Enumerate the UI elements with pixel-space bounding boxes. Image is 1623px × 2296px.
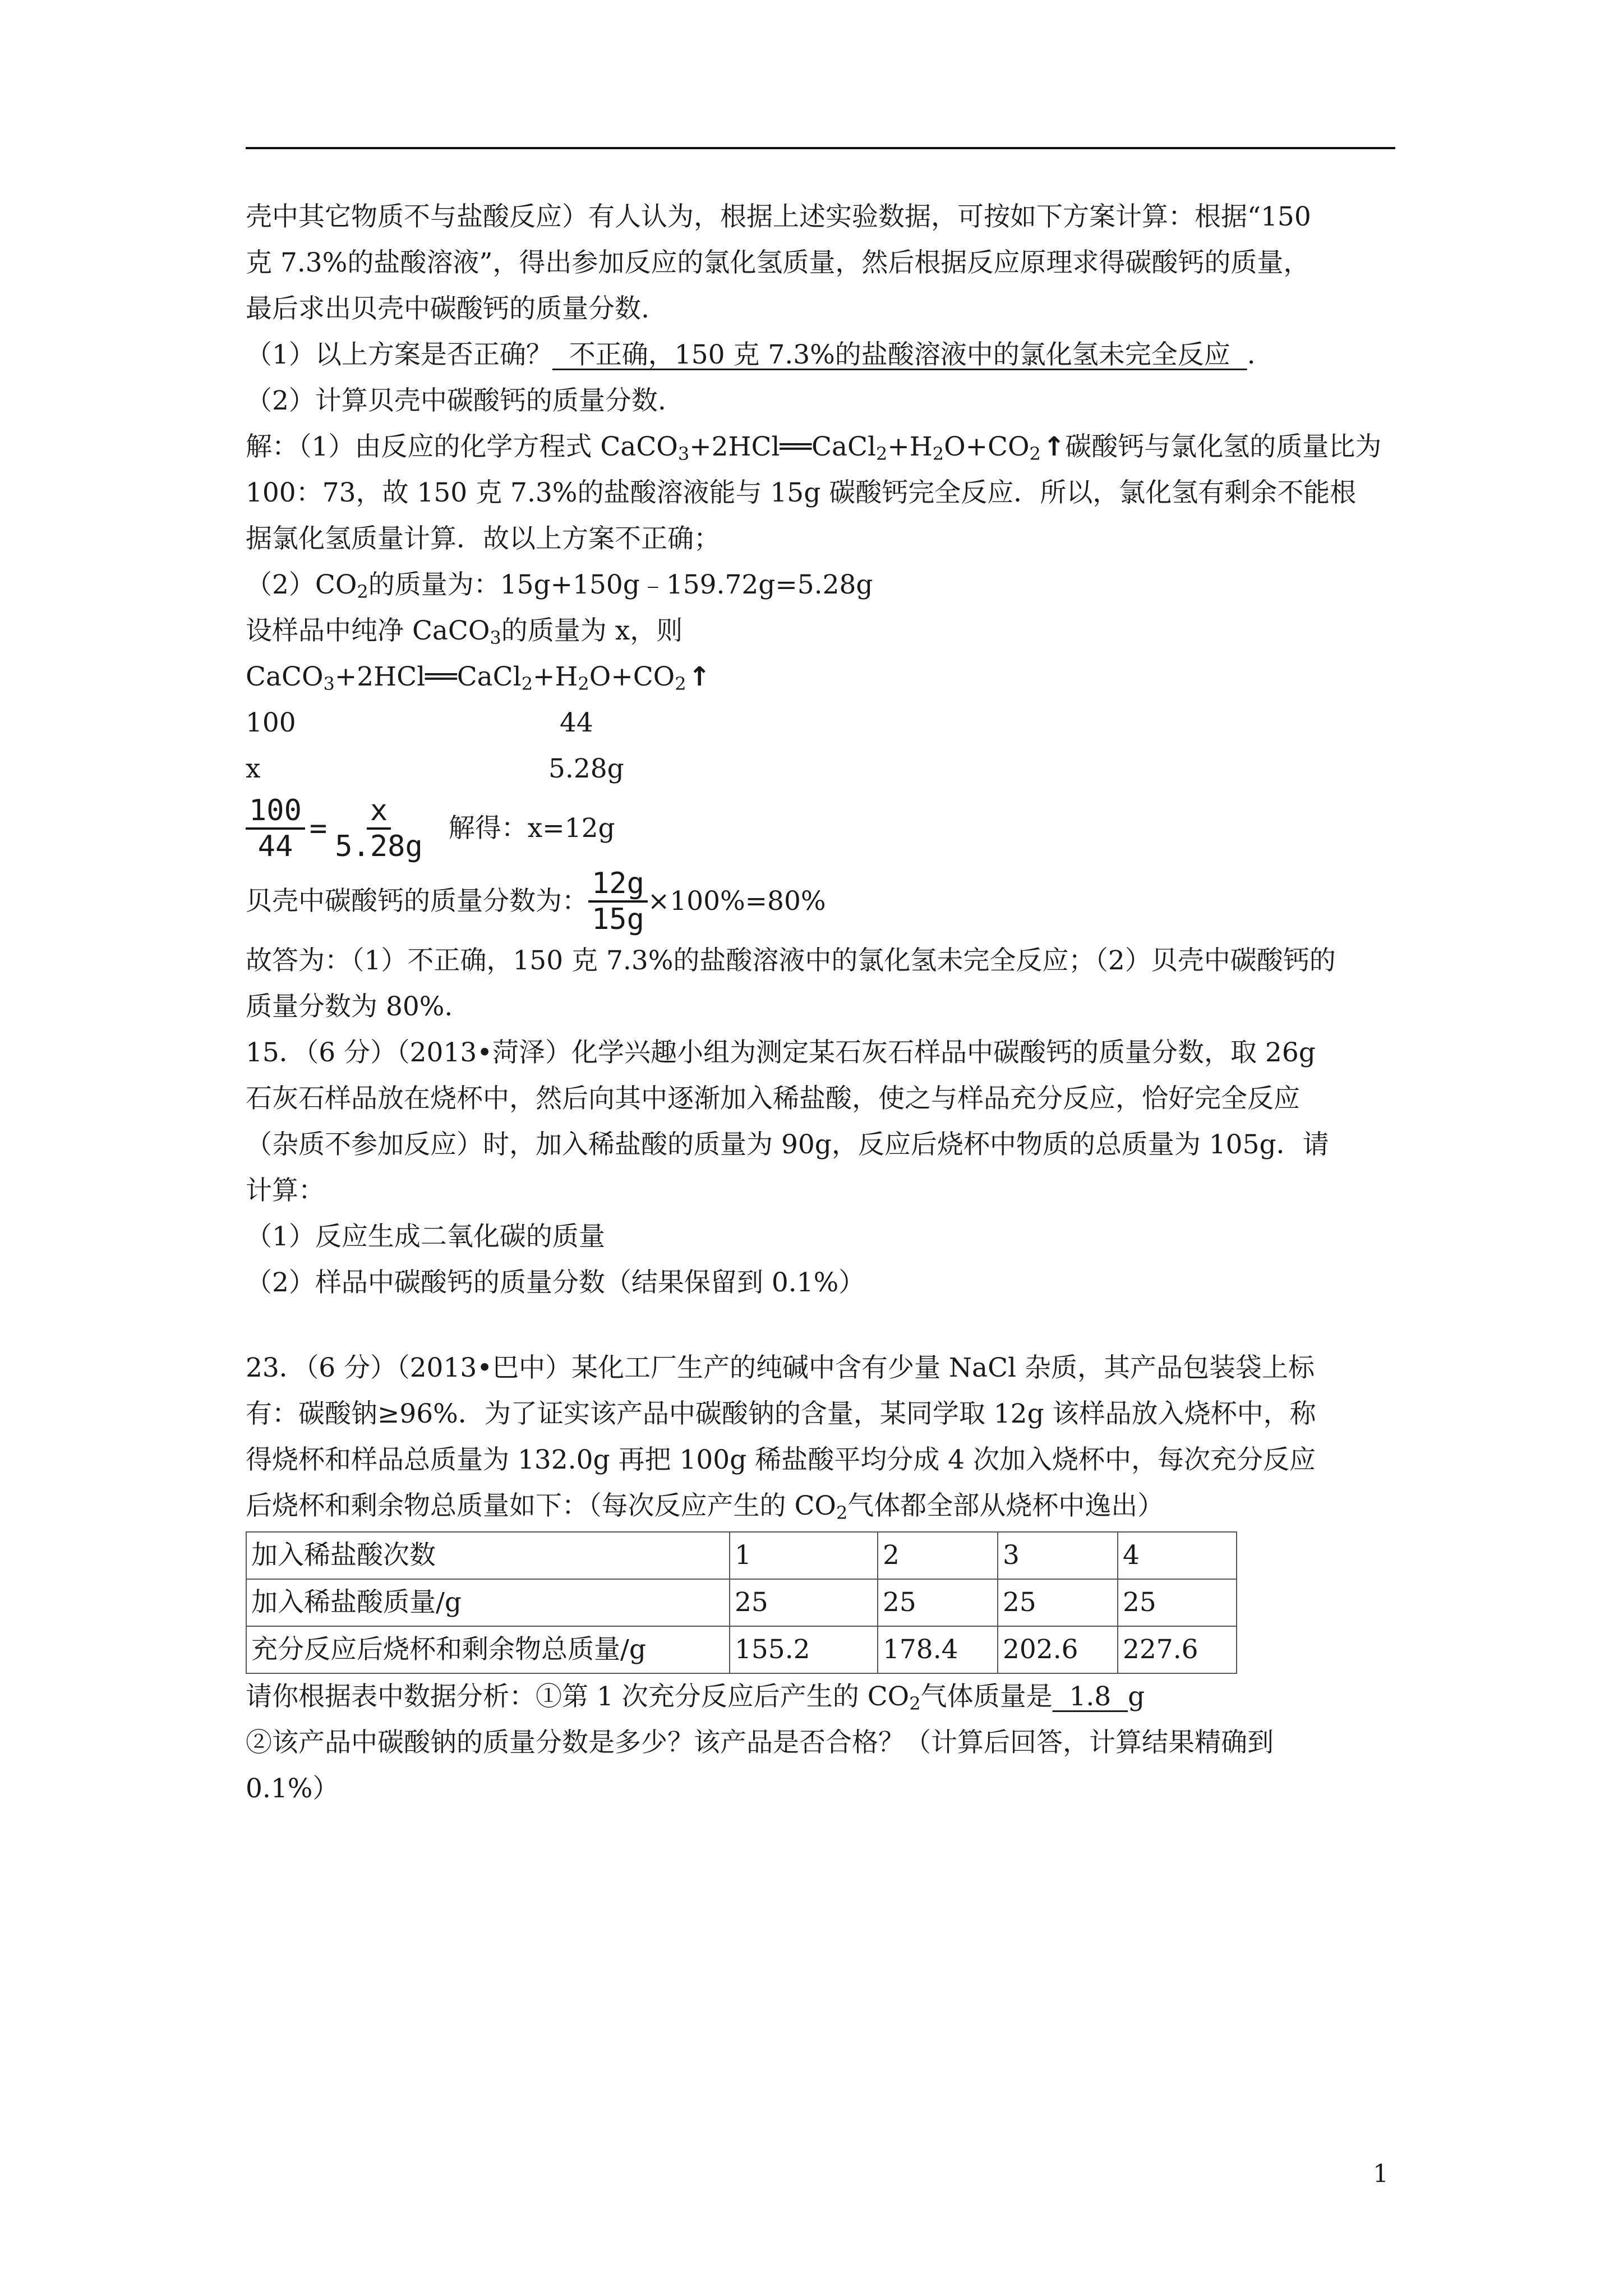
text-span: （2）CO bbox=[246, 569, 357, 600]
fraction bbox=[588, 867, 648, 936]
table-cell: 2 bbox=[878, 1532, 998, 1579]
text-span: 请你根据表中数据分析：①第 1 次充分反应后产生的 CO bbox=[246, 1681, 910, 1712]
equation-line bbox=[246, 654, 1395, 700]
text-line: （杂质不参加反应）时，加入稀盐酸的质量为 90g，反应后烧杯中物质的总质量为 105g．请 bbox=[246, 1129, 1329, 1160]
problem-23: 23．（6 分）（2013•巴中）某化工厂生产的纯碱中含有少量 NaCl 杂质，其产品包装袋上标 bbox=[246, 1352, 1315, 1383]
table-cell: 227.6 bbox=[1118, 1626, 1237, 1673]
subscript: 2 bbox=[675, 673, 686, 694]
ratio-value: 100 bbox=[246, 707, 296, 738]
fraction-denominator: 15g bbox=[592, 903, 644, 936]
fraction-numerator: 12g bbox=[588, 867, 648, 903]
subscript: 3 bbox=[490, 627, 501, 648]
ratio-line bbox=[246, 700, 1395, 746]
table-cell: 充分反应后烧杯和剩余物总质量/g bbox=[246, 1626, 730, 1673]
punctuation: . bbox=[1247, 339, 1256, 370]
text-line: 石灰石样品放在烧杯中，然后向其中逐渐加入稀盐酸，使之与样品充分反应，恰好完全反应 bbox=[246, 1083, 1300, 1114]
text-span: g bbox=[1128, 1681, 1145, 1712]
table-row bbox=[246, 1626, 1237, 1673]
up-arrow-icon: ↑ bbox=[688, 661, 711, 692]
text-span: 解：（1）由反应的化学方程式 CaCO bbox=[246, 431, 678, 462]
text-span: 气体都全部从烧杯中逸出） bbox=[847, 1490, 1164, 1521]
solution-line bbox=[246, 562, 1395, 608]
ratio-value: x bbox=[246, 753, 261, 784]
text-span: +H bbox=[533, 661, 578, 692]
table-cell: 25 bbox=[730, 1579, 878, 1626]
table-cell: 25 bbox=[998, 1579, 1118, 1626]
fraction bbox=[246, 794, 305, 863]
text-span: 贝壳中碳酸钙的质量分数为： bbox=[246, 886, 588, 917]
fraction-numerator: 100 bbox=[246, 794, 305, 830]
question-2: （2）计算贝壳中碳酸钙的质量分数. bbox=[246, 385, 666, 416]
text-span: +2HCl══CaCl bbox=[689, 431, 877, 462]
data-table bbox=[246, 1531, 1237, 1674]
text-span: 的质量为：15g+150g﹣159.72g=5.28g bbox=[368, 569, 873, 600]
subscript: 2 bbox=[521, 673, 533, 694]
text-span: 的质量为 x，则 bbox=[501, 615, 683, 646]
text-line: 0.1%） bbox=[246, 1773, 339, 1804]
problem-15: 15．（6 分）（2013•菏泽）化学兴趣小组为测定某石灰石样品中碳酸钙的质量分数，取 26g bbox=[246, 1037, 1316, 1068]
fraction-denominator: 44 bbox=[257, 830, 293, 863]
page-content bbox=[246, 194, 1395, 1812]
text-line: 计算： bbox=[246, 1175, 325, 1206]
text-line bbox=[246, 1483, 1395, 1529]
solution-line bbox=[246, 608, 1395, 654]
ratio-line bbox=[246, 746, 1395, 792]
text-span: 碳酸钙与氯化氢的质量比为 bbox=[1065, 431, 1382, 462]
text-span: 设样品中纯净 CaCO bbox=[246, 615, 490, 646]
subscript: 2 bbox=[876, 443, 888, 464]
fraction-numerator: x bbox=[367, 794, 391, 830]
text-line: 得烧杯和样品总质量为 132.0g 再把 100g 稀盐酸平均分成 4 次加入烧杯中，每次充分反应 bbox=[246, 1444, 1316, 1475]
fraction-denominator: 5.28g bbox=[335, 830, 423, 863]
table-cell: 178.4 bbox=[878, 1626, 998, 1673]
subscript: 3 bbox=[677, 443, 690, 464]
header-rule bbox=[246, 147, 1395, 149]
question-1 bbox=[246, 332, 1395, 378]
ratio-value: 44 bbox=[560, 707, 593, 738]
table-cell: 25 bbox=[1118, 1579, 1237, 1626]
text-line: 壳中其它物质不与盐酸反应）有人认为，根据上述实验数据，可按如下方案计算：根据“150 bbox=[246, 201, 1311, 232]
proportion-equation bbox=[246, 792, 1395, 865]
text-span: +H bbox=[887, 431, 933, 462]
fraction bbox=[331, 794, 426, 863]
text-line: 最后求出贝壳中碳酸钙的质量分数. bbox=[246, 293, 649, 324]
up-arrow-icon: ↑ bbox=[1043, 431, 1066, 462]
subscript: 2 bbox=[836, 1502, 848, 1524]
equals-sign: = bbox=[309, 812, 328, 845]
text-line: 故答为：（1）不正确，150 克 7.3%的盐酸溶液中的氯化氢未完全反应；（2）贝壳中碳酸钙的 bbox=[246, 945, 1336, 976]
subscript: 2 bbox=[357, 581, 368, 602]
answer-blank: 不正确，150 克 7.3%的盐酸溶液中的氯化氢未完全反应 bbox=[552, 339, 1247, 370]
table-cell: 25 bbox=[878, 1579, 998, 1626]
subscript: 2 bbox=[578, 673, 589, 694]
subscript: 2 bbox=[909, 1693, 921, 1714]
subscript: 2 bbox=[932, 443, 944, 464]
table-cell: 1 bbox=[730, 1532, 878, 1579]
table-row bbox=[246, 1532, 1237, 1579]
text-line: （1）反应生成二氧化碳的质量 bbox=[246, 1221, 605, 1252]
page-number: 1 bbox=[1373, 2160, 1389, 2188]
subscript: 2 bbox=[1029, 443, 1041, 464]
table-cell: 155.2 bbox=[730, 1626, 878, 1673]
text-line: ②该产品中碳酸钠的质量分数是多少？该产品是否合格？（计算后回答，计算结果精确到 bbox=[246, 1727, 1274, 1758]
question-text: （1）以上方案是否正确？ bbox=[246, 339, 552, 370]
text-span: ×100%=80% bbox=[647, 886, 826, 917]
text-line bbox=[246, 1674, 1395, 1720]
table-cell: 4 bbox=[1118, 1532, 1237, 1579]
text-span: 后烧杯和剩余物总质量如下：（每次反应产生的 CO bbox=[246, 1490, 836, 1521]
ratio-value: 5.28g bbox=[548, 753, 624, 784]
text-span: O+CO bbox=[589, 661, 675, 692]
text-line: 质量分数为 80%. bbox=[246, 991, 453, 1022]
table-cell: 3 bbox=[998, 1532, 1118, 1579]
table-row bbox=[246, 1579, 1237, 1626]
text-line: （2）样品中碳酸钙的质量分数（结果保留到 0.1%） bbox=[246, 1267, 865, 1298]
spacer bbox=[246, 1306, 1395, 1345]
text-line: 克 7.3%的盐酸溶液”，得出参加反应的氯化氢质量，然后根据反应原理求得碳酸钙的质量， bbox=[246, 247, 1310, 278]
text-line: 据氯化氢质量计算．故以上方案不正确； bbox=[246, 523, 720, 554]
answer-blank: 1.8 bbox=[1052, 1681, 1128, 1712]
table-cell: 加入稀盐酸质量/g bbox=[246, 1579, 730, 1626]
solve-result: 解得：x=12g bbox=[448, 813, 615, 844]
table-cell: 202.6 bbox=[998, 1626, 1118, 1673]
subscript: 3 bbox=[323, 673, 335, 694]
text-span: 气体质量是 bbox=[920, 1681, 1053, 1712]
text-span: +2HCl══CaCl bbox=[334, 661, 522, 692]
text-line: 100：73，故 150 克 7.3%的盐酸溶液能与 15g 碳酸钙完全反应．所以，氯化氢有剩余不能根 bbox=[246, 477, 1357, 508]
text-line: 有：碳酸钠≥96%．为了证实该产品中碳酸钠的含量，某同学取 12g 该样品放入烧杯中，称 bbox=[246, 1398, 1316, 1429]
percentage-equation bbox=[246, 865, 1395, 938]
text-span: O+CO bbox=[944, 431, 1030, 462]
text-span: CaCO bbox=[246, 661, 324, 692]
solution-line bbox=[246, 424, 1395, 470]
table-cell: 加入稀盐酸次数 bbox=[246, 1532, 730, 1579]
